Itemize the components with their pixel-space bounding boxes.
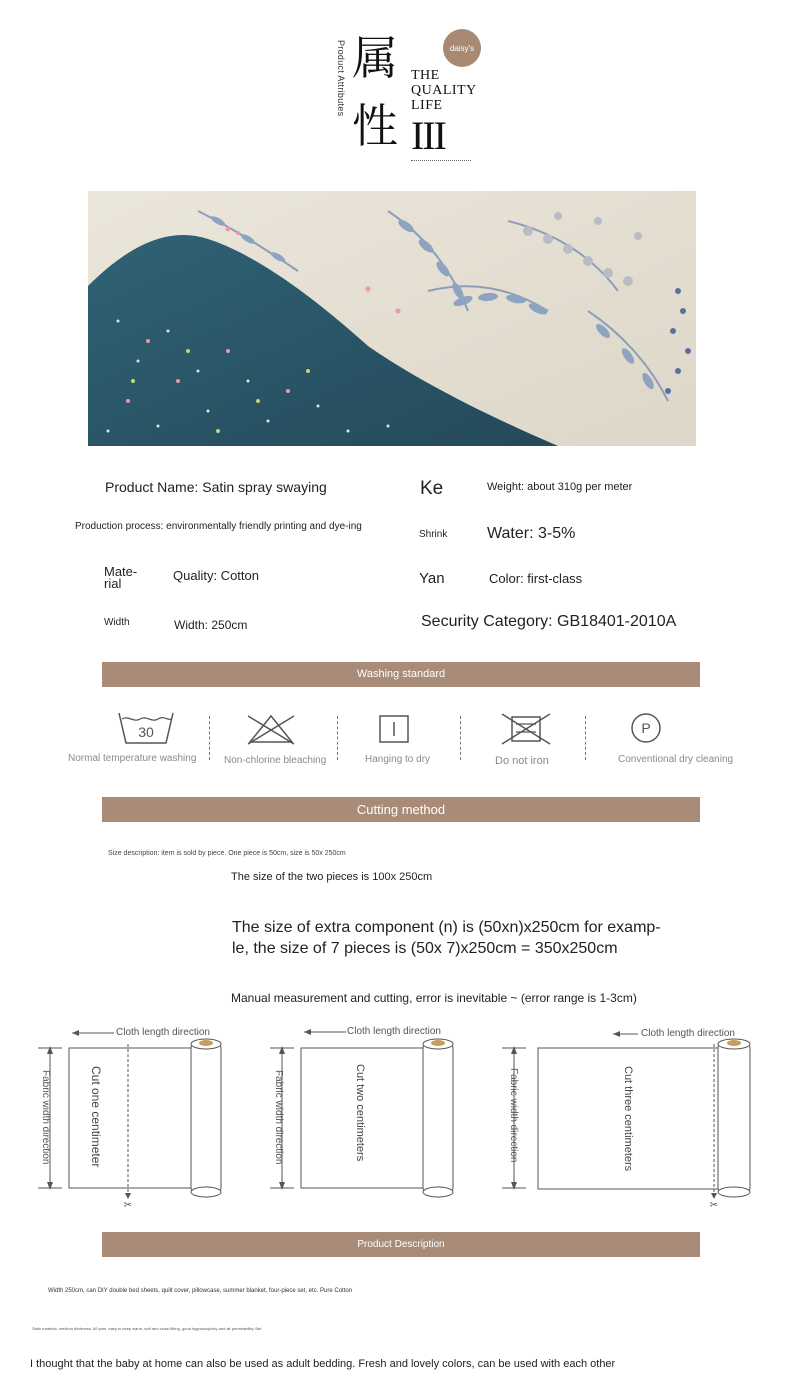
weight: Weight: about 310g per meter <box>487 481 633 493</box>
no-iron-icon <box>500 712 552 746</box>
svg-text:✂: ✂ <box>123 1200 133 1211</box>
chinese-title-char-2: 性 <box>352 99 398 153</box>
header-underline <box>411 160 471 163</box>
quality-cotton: Quality: Cotton <box>173 568 259 583</box>
diagram-3-length-label: Cloth length direction <box>641 1028 735 1039</box>
size-description: Size description: item is sold by piece. One piece is 50cm, size is 50x 250cm <box>108 850 346 857</box>
two-pieces-size: The size of the two pieces is 100x 250cm <box>231 871 433 883</box>
diagram-3-cut-label: Cut three centimeters <box>622 1066 634 1172</box>
yan-label: Yan <box>419 570 445 587</box>
description-line-3: I thought that the baby at home can also be used as adult bedding. Fresh and lovely colors, can be used with each other <box>30 1358 616 1370</box>
quality-line-1: THE <box>411 68 440 83</box>
diagram-3-width-label: Fabric width direction <box>508 1068 519 1163</box>
diagram-2-cut-label: Cut two centimeters <box>354 1064 366 1162</box>
wash-label-4: Do not iron <box>495 755 549 767</box>
dry-clean-icon <box>630 712 662 744</box>
water-shrink: Water: 3-5% <box>487 525 576 542</box>
diagram-2-width-label: Fabric width direction <box>273 1070 284 1165</box>
product-description-bar: Product Description <box>102 1232 700 1257</box>
no-bleach-icon <box>244 712 298 746</box>
description-line-2: Satin material, medium thickness, 60 yarn, easy to keep warm, soft and close-fitting, good hygroscopicity and air permeability. But <box>32 1326 262 1331</box>
ke-label: Ke <box>420 478 444 499</box>
product-name: Product Name: Satin spray swaying <box>105 479 327 495</box>
cutting-method-bar: Cutting method <box>102 797 700 822</box>
hang-dry-icon <box>378 714 410 744</box>
product-attributes-label: Product Attributes <box>336 40 346 117</box>
production-process: Production process: environmentally friendly printing and dye-ing <box>75 521 362 532</box>
wash-label-3: Hanging to dry <box>365 754 431 765</box>
description-line-1: Width 250cm, can DIY double bed sheets, quilt cover, pillowcase, summer blanket, four-piece set, etc. Pure Cotton <box>48 1288 353 1294</box>
quality-line-3: LIFE <box>411 98 443 113</box>
washing-separator-3 <box>460 716 461 760</box>
roman-numeral: III <box>411 113 445 158</box>
wash-temp: 30 <box>138 724 154 740</box>
washing-separator-2 <box>337 716 338 760</box>
width-label: Width <box>104 617 130 628</box>
width-value: Width: 250cm <box>174 618 248 632</box>
diagram-2-length-label: Cloth length direction <box>347 1026 441 1037</box>
wash-label-1: Normal temperature washing <box>68 753 197 764</box>
cutting-diagram-1 <box>34 1024 230 1214</box>
material-label: Mate-rial <box>104 564 138 591</box>
washing-separator-4 <box>585 716 586 760</box>
svg-text:✂: ✂ <box>709 1200 719 1211</box>
fabric-photo <box>88 191 696 446</box>
quality-line-2: QUALITY <box>411 83 477 98</box>
wash-label-5: Conventional dry cleaning <box>618 754 734 765</box>
diagram-1-length-label: Cloth length direction <box>116 1027 210 1038</box>
washing-standard-bar: Washing standard <box>102 662 700 687</box>
dry-clean-letter: P <box>641 720 651 736</box>
fabric-pattern-image <box>88 191 696 446</box>
wash-label-2: Non-chlorine bleaching <box>224 755 327 766</box>
diagram-1-width-label: Fabric width direction <box>40 1070 51 1165</box>
wash-30-icon <box>116 710 176 746</box>
shrink-label: Shrink <box>419 529 448 540</box>
manual-measurement-note: Manual measurement and cutting, error is inevitable ~ (error range is 1-3cm) <box>231 991 637 1005</box>
extra-component-size: The size of extra component (n) is (50xn)x250cm for examp-le, the size of 7 pieces is (50x 7)x250cm = 350x250cm <box>232 919 661 957</box>
chinese-title-char-1: 属 <box>352 31 398 85</box>
quality-life-title <box>411 68 477 113</box>
brand-name: daisy's <box>449 43 475 53</box>
security-category: Security Category: GB18401-2010A <box>421 613 677 630</box>
brand-logo <box>443 29 481 67</box>
diagram-1-cut-label: Cut one centimeter <box>89 1066 103 1168</box>
washing-separator-1 <box>209 716 210 760</box>
color-grade: Color: first-class <box>489 571 583 586</box>
